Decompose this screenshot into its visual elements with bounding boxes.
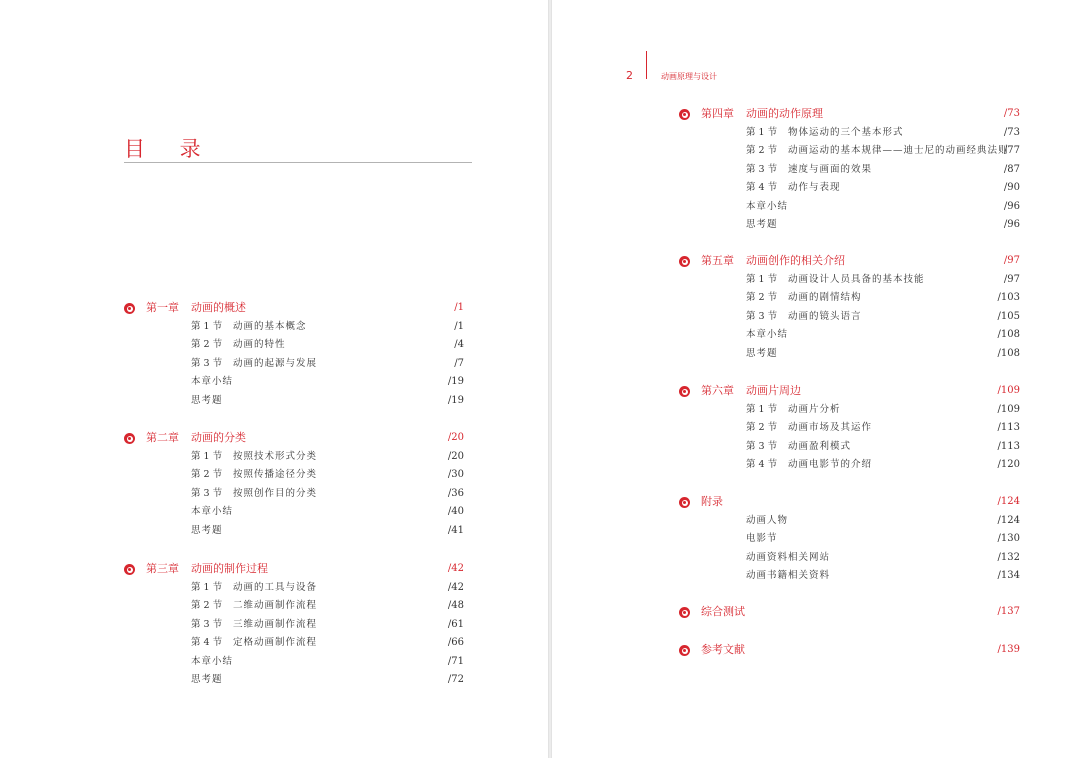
section-title: 动画设计人员具备的基本技能 bbox=[788, 273, 925, 285]
section-title: 思考题 bbox=[191, 674, 223, 685]
target-bullet-icon bbox=[124, 564, 135, 575]
section-page: /97 bbox=[1003, 273, 1020, 285]
section-title: 本章小结 bbox=[746, 200, 789, 212]
toc-section-row[interactable] bbox=[679, 549, 1020, 568]
section-number: 第 3 节 bbox=[191, 618, 223, 630]
section-title: 本章小结 bbox=[191, 506, 234, 517]
toc-section-row[interactable] bbox=[679, 179, 1020, 198]
section-title: 动画的工具与设备 bbox=[233, 581, 318, 593]
target-bullet-icon bbox=[679, 607, 690, 618]
toc-section-row[interactable] bbox=[679, 308, 1020, 327]
toc-section-row[interactable] bbox=[679, 530, 1020, 549]
section-number: 第 2 节 bbox=[746, 145, 778, 156]
toc-section-row[interactable] bbox=[124, 392, 464, 411]
section-title: 动画人物 bbox=[746, 514, 789, 526]
toc-chapter bbox=[124, 299, 464, 410]
section-page: /72 bbox=[447, 674, 464, 685]
section-number: 第 2 节 bbox=[746, 422, 778, 433]
section-title: 动画的起源与发展 bbox=[233, 357, 318, 369]
toc-section-row[interactable] bbox=[679, 142, 1020, 161]
target-bullet-icon bbox=[679, 109, 690, 120]
chapter-heading[interactable] bbox=[679, 252, 1020, 271]
section-number: 第 2 节 bbox=[191, 339, 223, 350]
chapter-heading[interactable] bbox=[124, 429, 464, 448]
chapter-number: 第二章 bbox=[146, 431, 179, 444]
section-title: 本章小结 bbox=[191, 376, 234, 387]
toc-section-row[interactable] bbox=[124, 597, 464, 616]
target-bullet-icon bbox=[679, 645, 690, 656]
section-page: /40 bbox=[447, 506, 464, 517]
section-number: 第 4 节 bbox=[746, 459, 778, 470]
page-number: 2 bbox=[626, 69, 633, 82]
toc-section-row[interactable] bbox=[679, 401, 1020, 420]
toc-section-row[interactable] bbox=[124, 466, 464, 485]
section-page: /96 bbox=[1003, 200, 1020, 212]
section-title: 动画片分析 bbox=[788, 403, 841, 415]
section-page: /4 bbox=[454, 339, 464, 350]
toc-section-row[interactable] bbox=[679, 567, 1020, 586]
toc-chapter bbox=[679, 493, 1020, 586]
section-page: /132 bbox=[997, 551, 1020, 563]
chapter-heading[interactable] bbox=[124, 560, 464, 579]
section-page: /73 bbox=[1003, 126, 1020, 138]
toc-section-row[interactable] bbox=[679, 161, 1020, 180]
chapter-title: 动画的分类 bbox=[191, 431, 246, 444]
section-page: /103 bbox=[997, 292, 1020, 303]
section-number: 第 2 节 bbox=[191, 469, 223, 480]
chapter-number: 第三章 bbox=[146, 562, 179, 575]
section-title: 按照创作目的分类 bbox=[233, 487, 318, 499]
toc-section-row[interactable] bbox=[679, 419, 1020, 438]
section-page: /96 bbox=[1003, 219, 1020, 230]
toc-section-row[interactable] bbox=[124, 448, 464, 467]
section-title: 按照传播途径分类 bbox=[233, 469, 318, 480]
section-number: 第 3 节 bbox=[746, 163, 778, 175]
section-page: /124 bbox=[997, 514, 1020, 526]
chapter-title: 附录 bbox=[701, 495, 723, 508]
toc-title: 目 录 bbox=[124, 137, 215, 161]
toc-chapter bbox=[679, 603, 1020, 622]
section-title: 二维动画制作流程 bbox=[233, 600, 318, 611]
section-number: 第 1 节 bbox=[191, 450, 223, 462]
chapter-page: /139 bbox=[997, 644, 1020, 655]
section-title: 动画电影节的介绍 bbox=[788, 459, 873, 470]
section-page: /113 bbox=[997, 440, 1020, 452]
section-title: 动画运动的基本规律——迪士尼的动画经典法则 bbox=[788, 145, 1009, 156]
section-page: /61 bbox=[447, 618, 464, 630]
chapter-page: /1 bbox=[454, 302, 464, 313]
chapter-title: 动画的概述 bbox=[191, 301, 246, 314]
section-page: /77 bbox=[1003, 145, 1020, 156]
chapter-title: 动画创作的相关介绍 bbox=[746, 254, 845, 267]
toc-section-row[interactable] bbox=[124, 522, 464, 541]
section-page: /109 bbox=[997, 403, 1020, 415]
section-page: /71 bbox=[447, 655, 464, 667]
section-title: 本章小结 bbox=[746, 329, 789, 340]
section-title: 动画市场及其运作 bbox=[788, 422, 873, 433]
header-divider bbox=[646, 51, 647, 79]
section-page: /1 bbox=[454, 320, 464, 332]
section-page: /90 bbox=[1003, 182, 1020, 193]
toc-section-row[interactable] bbox=[124, 485, 464, 504]
toc-section-row[interactable] bbox=[679, 124, 1020, 143]
section-number: 第 4 节 bbox=[746, 182, 778, 193]
section-page: /30 bbox=[447, 469, 464, 480]
chapter-title: 参考文献 bbox=[701, 643, 745, 656]
toc-section-row[interactable] bbox=[679, 271, 1020, 290]
section-title: 定格动画制作流程 bbox=[233, 637, 318, 648]
section-page: /19 bbox=[447, 394, 464, 406]
toc-chapter bbox=[124, 560, 464, 690]
section-title: 思考题 bbox=[191, 524, 223, 536]
toc-section-row[interactable] bbox=[679, 326, 1020, 345]
running-header-title: 动画原理与设计 bbox=[661, 72, 717, 81]
chapter-title: 动画的制作过程 bbox=[191, 562, 268, 575]
section-number: 第 1 节 bbox=[191, 320, 223, 332]
section-title: 动画的特性 bbox=[233, 339, 286, 350]
toc-section-row[interactable] bbox=[679, 456, 1020, 475]
section-page: /36 bbox=[447, 487, 464, 499]
toc-chapter bbox=[679, 252, 1020, 363]
chapter-title: 动画片周边 bbox=[746, 384, 801, 397]
section-title: 思考题 bbox=[746, 347, 778, 359]
section-title: 本章小结 bbox=[191, 655, 234, 667]
section-page: /130 bbox=[997, 533, 1020, 544]
section-page: /41 bbox=[447, 524, 464, 536]
toc-section-row[interactable] bbox=[124, 671, 464, 690]
toc-section-row[interactable] bbox=[124, 503, 464, 522]
chapter-heading[interactable] bbox=[679, 641, 1020, 660]
chapter-title: 综合测试 bbox=[701, 605, 745, 618]
section-title: 动画资料相关网站 bbox=[746, 551, 831, 563]
section-title: 动画的基本概念 bbox=[233, 320, 307, 332]
chapter-heading[interactable] bbox=[679, 382, 1020, 401]
section-number: 第 3 节 bbox=[191, 357, 223, 369]
toc-section-row[interactable] bbox=[679, 216, 1020, 235]
section-number: 第 3 节 bbox=[191, 487, 223, 499]
section-title: 动作与表现 bbox=[788, 182, 841, 193]
toc-section-row[interactable] bbox=[679, 438, 1020, 457]
chapter-page: /124 bbox=[997, 496, 1020, 507]
section-number: 第 4 节 bbox=[191, 637, 223, 648]
toc-chapter bbox=[679, 105, 1020, 235]
toc-section-row[interactable] bbox=[124, 336, 464, 355]
section-page: /113 bbox=[997, 422, 1020, 433]
section-page: /42 bbox=[447, 581, 464, 593]
section-title: 按照技术形式分类 bbox=[233, 450, 318, 462]
chapter-heading[interactable] bbox=[679, 603, 1020, 622]
section-title: 动画书籍相关资料 bbox=[746, 570, 831, 581]
section-number: 第 3 节 bbox=[746, 440, 778, 452]
section-number: 第 2 节 bbox=[191, 600, 223, 611]
section-number: 第 1 节 bbox=[746, 126, 778, 138]
section-page: /105 bbox=[997, 310, 1020, 322]
section-page: /48 bbox=[447, 600, 464, 611]
section-title: 物体运动的三个基本形式 bbox=[788, 126, 904, 138]
toc-section-row[interactable] bbox=[124, 653, 464, 672]
chapter-title: 动画的动作原理 bbox=[746, 107, 823, 120]
toc-section-row[interactable] bbox=[124, 616, 464, 635]
toc-section-row[interactable] bbox=[124, 579, 464, 598]
toc-chapter bbox=[679, 382, 1020, 475]
section-title: 动画的镜头语言 bbox=[788, 310, 862, 322]
toc-section-row[interactable] bbox=[679, 345, 1020, 364]
chapter-page: /97 bbox=[1003, 255, 1020, 266]
section-number: 第 1 节 bbox=[191, 581, 223, 593]
section-page: /20 bbox=[447, 450, 464, 462]
section-page: /19 bbox=[447, 376, 464, 387]
chapter-page: /109 bbox=[997, 385, 1020, 396]
target-bullet-icon bbox=[679, 386, 690, 397]
section-page: /108 bbox=[997, 347, 1020, 359]
section-title: 动画盈利模式 bbox=[788, 440, 852, 452]
toc-section-row[interactable] bbox=[124, 318, 464, 337]
section-page: /87 bbox=[1003, 163, 1020, 175]
chapter-number: 第六章 bbox=[701, 384, 734, 397]
section-title: 电影节 bbox=[746, 533, 778, 544]
section-page: /120 bbox=[997, 459, 1020, 470]
section-title: 动画的剧情结构 bbox=[788, 292, 862, 303]
section-page: /7 bbox=[454, 357, 464, 369]
section-number: 第 3 节 bbox=[746, 310, 778, 322]
chapter-page: /20 bbox=[447, 432, 464, 443]
toc-chapter bbox=[679, 641, 1020, 660]
chapter-number: 第五章 bbox=[701, 254, 734, 267]
chapter-heading[interactable] bbox=[124, 299, 464, 318]
section-page: /66 bbox=[447, 637, 464, 648]
section-title: 思考题 bbox=[191, 394, 223, 406]
target-bullet-icon bbox=[679, 256, 690, 267]
section-number: 第 1 节 bbox=[746, 273, 778, 285]
section-number: 第 2 节 bbox=[746, 292, 778, 303]
toc-chapter bbox=[124, 429, 464, 540]
chapter-heading[interactable] bbox=[679, 493, 1020, 512]
toc-section-row[interactable] bbox=[124, 634, 464, 653]
toc-section-row[interactable] bbox=[679, 512, 1020, 531]
title-underline bbox=[124, 162, 472, 163]
chapter-heading[interactable] bbox=[679, 105, 1020, 124]
toc-section-row[interactable] bbox=[124, 373, 464, 392]
section-page: /134 bbox=[997, 570, 1020, 581]
toc-section-row[interactable] bbox=[124, 355, 464, 374]
section-number: 第 1 节 bbox=[746, 403, 778, 415]
section-page: /108 bbox=[997, 329, 1020, 340]
section-title: 思考题 bbox=[746, 219, 778, 230]
target-bullet-icon bbox=[679, 497, 690, 508]
chapter-page: /73 bbox=[1003, 108, 1020, 119]
section-title: 速度与画面的效果 bbox=[788, 163, 873, 175]
chapter-page: /42 bbox=[447, 563, 464, 574]
toc-section-row[interactable] bbox=[679, 198, 1020, 217]
chapter-page: /137 bbox=[997, 606, 1020, 617]
chapter-number: 第一章 bbox=[146, 301, 179, 314]
toc-section-row[interactable] bbox=[679, 289, 1020, 308]
target-bullet-icon bbox=[124, 433, 135, 444]
target-bullet-icon bbox=[124, 303, 135, 314]
chapter-number: 第四章 bbox=[701, 107, 734, 120]
section-title: 三维动画制作流程 bbox=[233, 618, 318, 630]
